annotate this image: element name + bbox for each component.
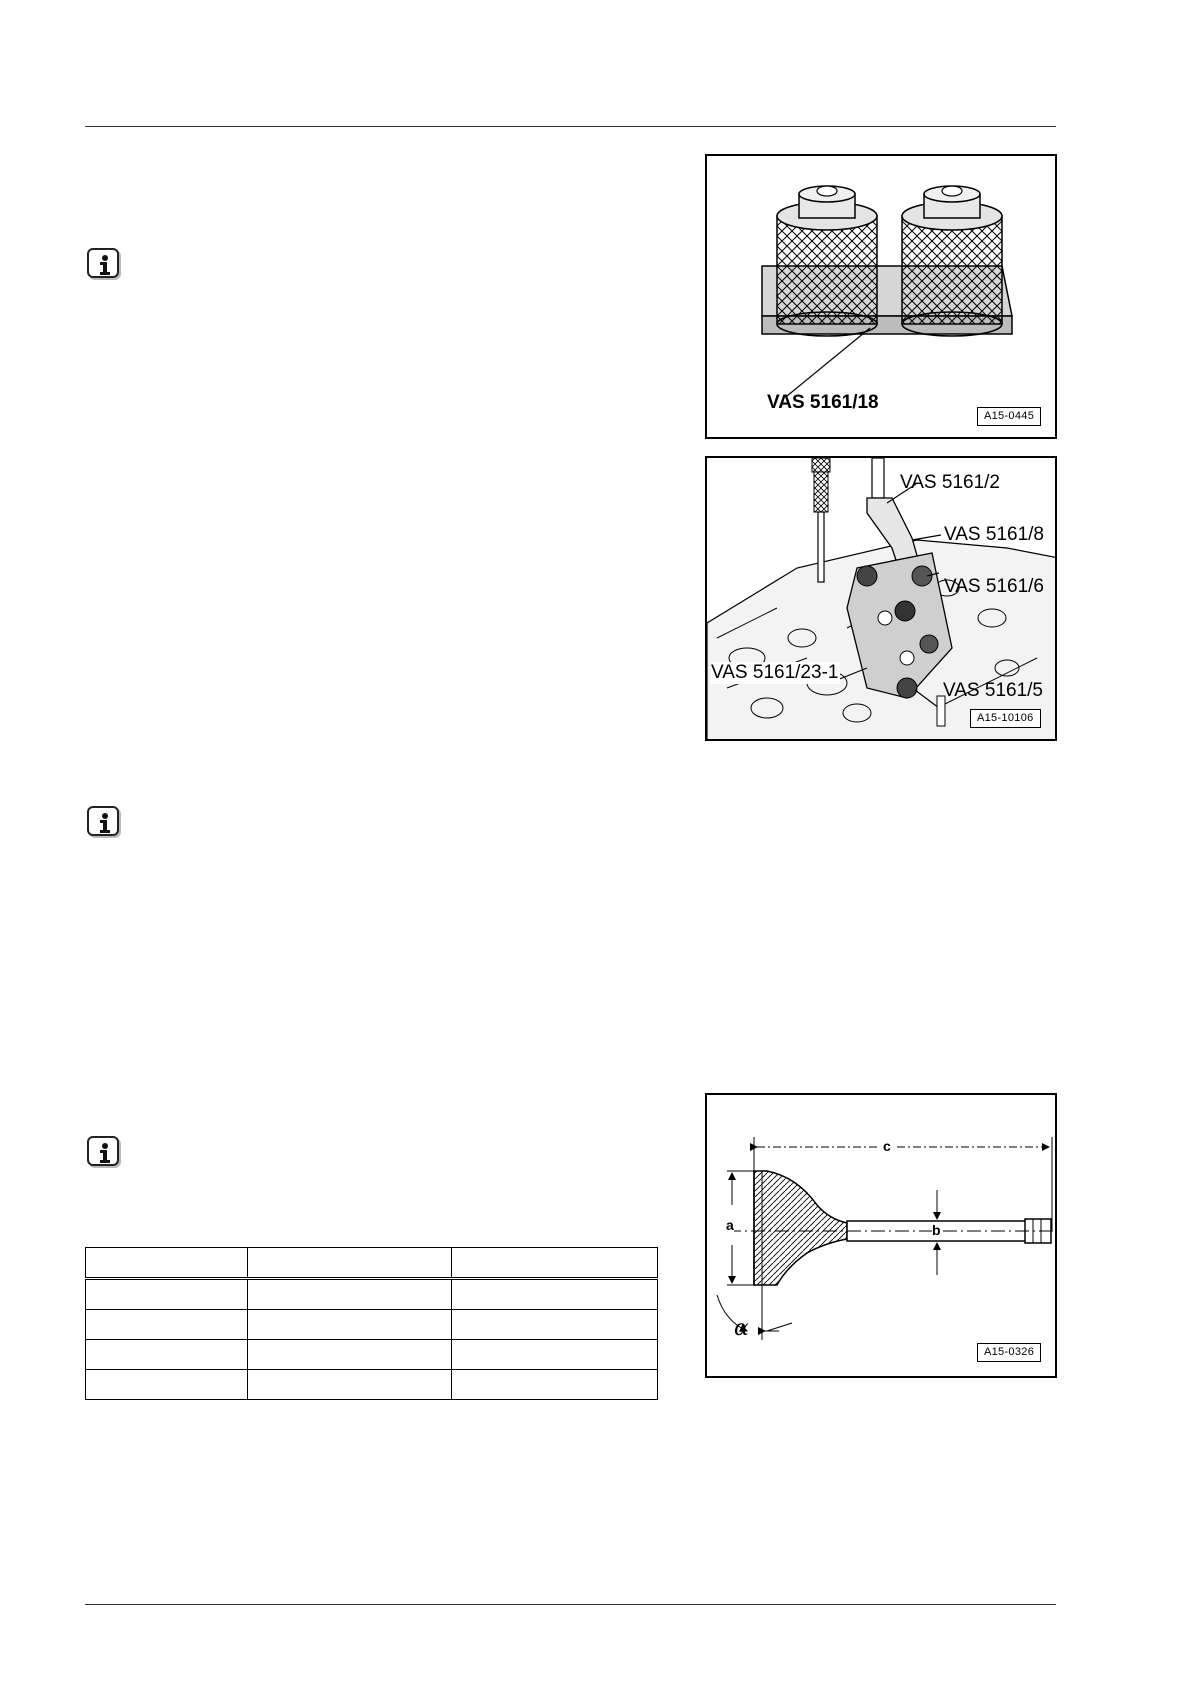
table-header-cell <box>452 1248 658 1279</box>
footer-rule <box>85 1604 1056 1605</box>
table-cell <box>247 1279 452 1310</box>
info-icon <box>87 1136 119 1166</box>
callout-vas-5161-23-1: VAS 5161/23-1 <box>711 662 839 683</box>
table-header-cell <box>86 1248 248 1279</box>
callout-vas-5161-6: VAS 5161/6 <box>944 576 1045 597</box>
table-cell <box>452 1340 658 1370</box>
table-header-cell <box>247 1248 452 1279</box>
table-cell <box>247 1310 452 1340</box>
info-icon <box>87 806 119 836</box>
table-row <box>86 1279 658 1310</box>
table-cell <box>452 1370 658 1400</box>
table-cell <box>86 1279 248 1310</box>
figure-valve-dimensions <box>705 1093 1057 1378</box>
figure-id: A15-10106 <box>970 709 1041 728</box>
table-cell <box>452 1310 658 1340</box>
table-row <box>86 1340 658 1370</box>
dimension-label-alpha: α <box>734 1316 749 1341</box>
callout-vas-5161-5: VAS 5161/5 <box>943 680 1044 701</box>
valve-dimension-drawing <box>707 1095 1057 1378</box>
figure-valve-tool-assembly <box>705 456 1057 741</box>
callout-vas-5161-8: VAS 5161/8 <box>944 524 1045 545</box>
table-cell <box>86 1370 248 1400</box>
table-cell <box>452 1279 658 1310</box>
callout-vas-5161-18: VAS 5161/18 <box>767 392 879 413</box>
table-row <box>86 1370 658 1400</box>
dimension-label-a: a <box>726 1217 734 1233</box>
figure-tool-base <box>705 154 1057 439</box>
table-cell <box>86 1340 248 1370</box>
figure-id: A15-0445 <box>977 407 1041 426</box>
dimension-label-b: b <box>932 1222 941 1238</box>
info-icon <box>87 248 119 278</box>
table-cell <box>86 1310 248 1340</box>
table-cell <box>247 1340 452 1370</box>
table-row <box>86 1310 658 1340</box>
table-header-row <box>86 1248 658 1279</box>
dimension-label-c: c <box>883 1138 891 1154</box>
valve-spec-table <box>85 1247 658 1400</box>
header-rule <box>85 126 1056 127</box>
table-cell <box>247 1370 452 1400</box>
callout-vas-5161-2: VAS 5161/2 <box>900 472 1001 493</box>
figure-id: A15-0326 <box>977 1343 1041 1362</box>
tool-base-illustration <box>707 156 1057 439</box>
